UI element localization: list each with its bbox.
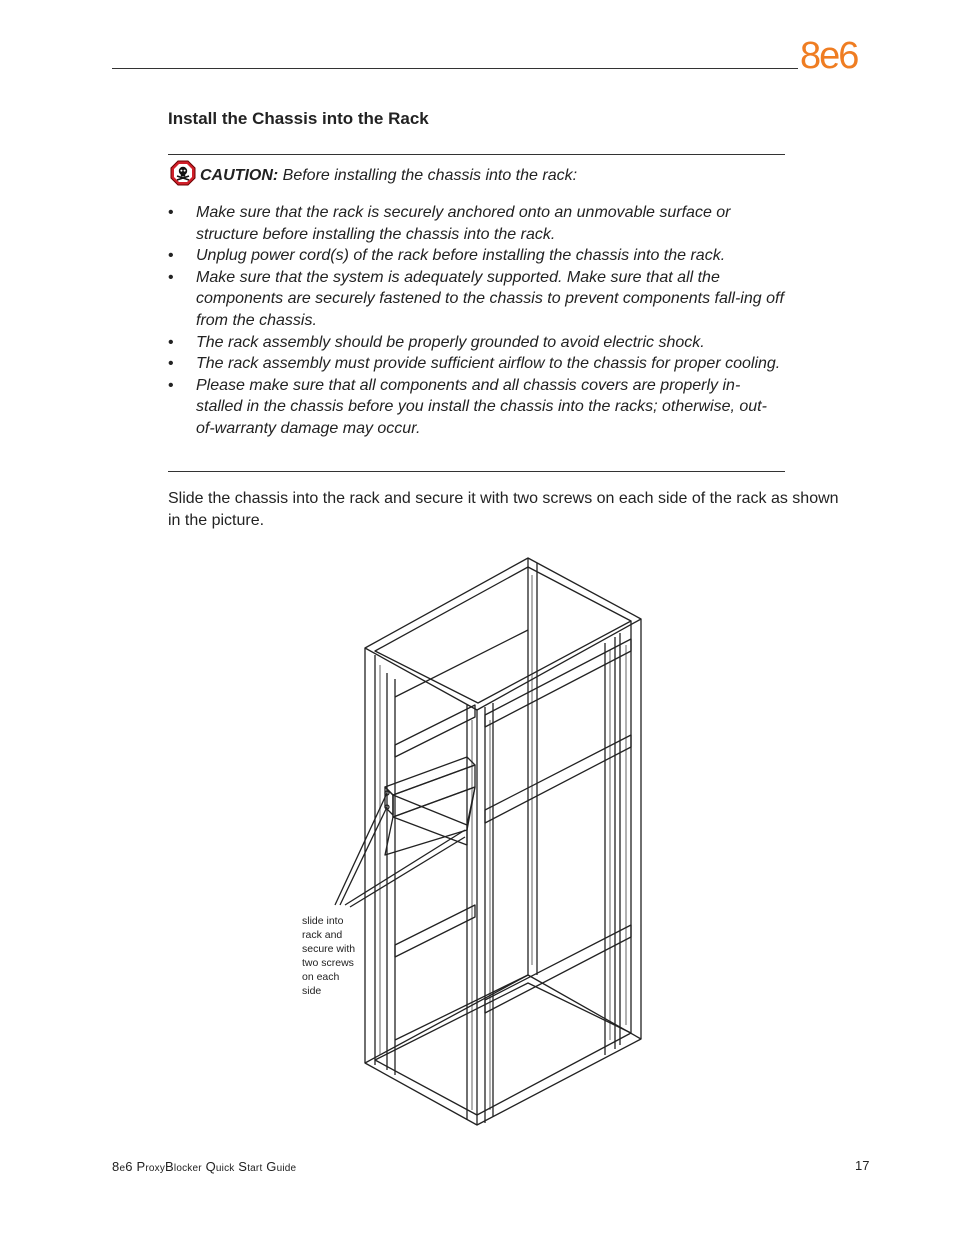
list-item: • The rack assembly should be properly grounded to avoid electric shock. <box>168 333 705 351</box>
caution-bullet-list <box>168 202 785 440</box>
list-item: • Make sure that the system is adequately supported. Make sure that all the components are securely fastened to the chassis to prevent components fall-ing off from the chassis. <box>168 268 784 329</box>
caution-bottom-rule <box>168 471 785 472</box>
footer-guide-title: 8e6 ProxyBlocker Quick Start Guide <box>112 1159 297 1174</box>
caution-line <box>170 160 785 186</box>
list-item: • Make sure that the rack is securely anchored onto an unmovable surface or structure before installing the chassis into the rack. <box>168 204 731 243</box>
list-item: • Unplug power cord(s) of the rack before installing the chassis into the rack. <box>168 247 726 265</box>
section-heading: Install the Chassis into the Rack <box>168 109 429 128</box>
header-rule <box>112 68 798 69</box>
figure-callout: slide into rack and secure with two screws on each side <box>302 915 356 997</box>
brand-logo: 8e6 <box>800 35 858 77</box>
instruction-paragraph: Slide the chassis into the rack and secure it with two screws on each side of the rack as shown in the picture. <box>168 490 839 529</box>
rack-illustration <box>295 555 655 1130</box>
caution-label: CAUTION: <box>200 167 279 184</box>
caution-top-rule <box>168 154 785 155</box>
caution-text: Before installing the chassis into the rack: <box>278 167 578 184</box>
skull-crossbones-warning-icon <box>170 160 196 186</box>
list-item: • Please make sure that all components and all chassis covers are properly in-stalled in the chassis before you install the chassis into the racks; otherwise, out-of-warranty damage may occur. <box>168 376 767 437</box>
list-item: • The rack assembly must provide sufficient airflow to the chassis for proper cooling. <box>168 355 781 373</box>
page-number: 17 <box>855 1158 870 1173</box>
